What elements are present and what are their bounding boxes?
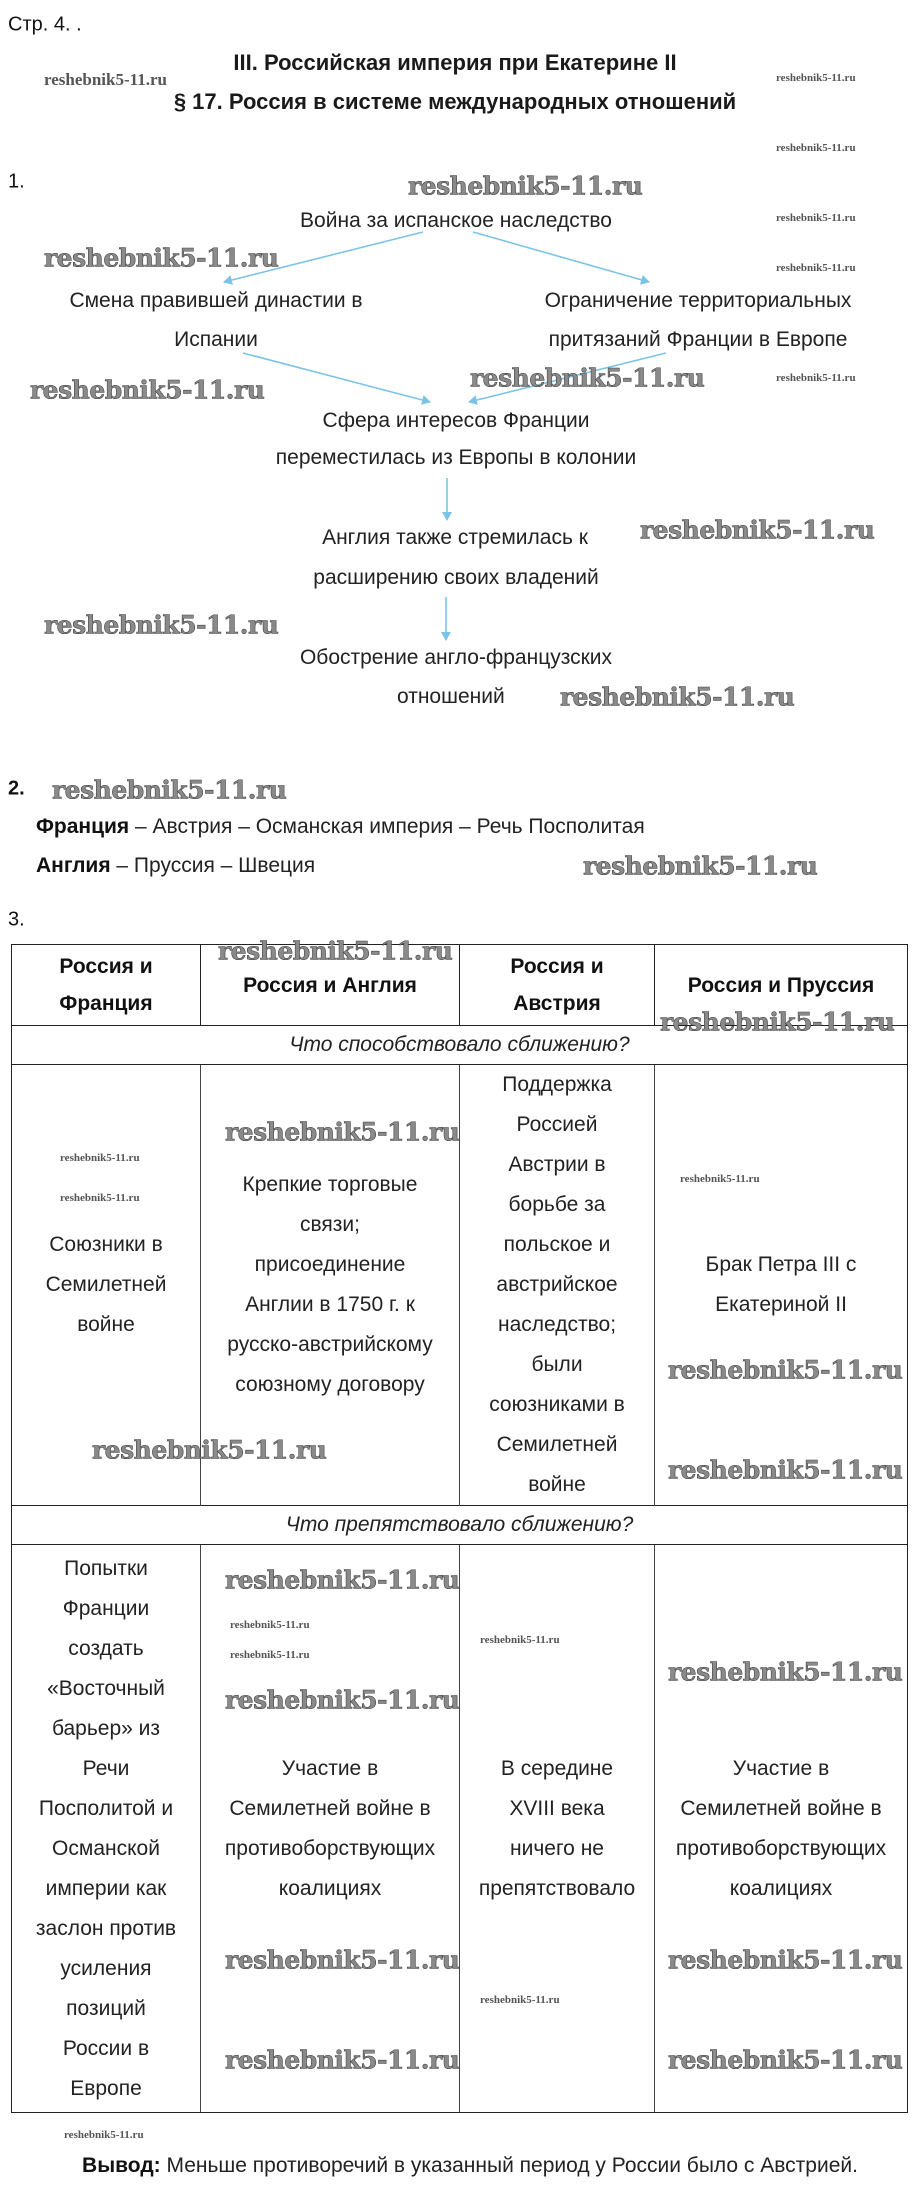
- task-2-number: 2.: [8, 777, 25, 800]
- watermark: reshebnik5-11.ru: [668, 1455, 903, 1485]
- conclusion-text: Меньше противоречий в указанный период у России было с Австрией.: [160, 2154, 858, 2177]
- watermark: reshebnik5-11.ru: [230, 1649, 310, 1661]
- section-row-rapprochement: [12, 1026, 908, 1065]
- comparison-table: [11, 944, 908, 2113]
- header-cell: [460, 945, 655, 1026]
- cell-text-line: Россией: [516, 1113, 598, 1136]
- watermark: reshebnik5-11.ru: [470, 363, 705, 393]
- section-row-obstacles: [12, 1506, 908, 1545]
- alliance-lead: Англия: [36, 854, 111, 877]
- flow-step3-line-1: Обострение англо-французских: [299, 646, 613, 669]
- cell-text-line: борьбе за: [508, 1193, 606, 1216]
- conclusion: [82, 2154, 858, 2178]
- cell-text-line: «Восточный: [47, 1676, 165, 1700]
- watermark: reshebnik5-11.ru: [225, 1117, 460, 1147]
- cell-text-line: Участие в: [281, 1756, 379, 1780]
- task-3-number: 3.: [8, 908, 25, 931]
- watermark: reshebnik5-11.ru: [680, 1173, 760, 1185]
- table-cell: [655, 1545, 908, 2113]
- cell-text-line: войне: [77, 1313, 135, 1336]
- section-title: § 17. Россия в системе международных отношений: [173, 89, 737, 114]
- watermark: reshebnik5-11.ru: [44, 70, 167, 89]
- watermark: reshebnik5-11.ru: [230, 1619, 310, 1631]
- conclusion-label: Вывод:: [82, 2154, 161, 2177]
- alliance-rest: – Пруссия – Швеция: [110, 854, 316, 877]
- flow-left-line-2: Испании: [174, 328, 258, 351]
- cell-text-line: войне: [528, 1473, 586, 1496]
- section-heading: Что препятствовало сближению?: [12, 1506, 908, 1545]
- watermark: reshebnik5-11.ru: [668, 1355, 903, 1385]
- alliance-lead: Франция: [36, 815, 130, 838]
- cell-text-line: усиления: [60, 1956, 152, 1980]
- watermark: reshebnik5-11.ru: [776, 372, 856, 384]
- cell-text-line: польское и: [503, 1233, 611, 1256]
- table-cell: [655, 1065, 908, 1506]
- cell-text-line: барьер» из: [51, 1716, 161, 1740]
- cell-text-line: Семилетней войне в: [680, 1796, 882, 1820]
- cell-text-line: противоборствующих: [675, 1836, 887, 1860]
- watermark: reshebnik5-11.ru: [668, 1945, 903, 1975]
- flow-step2-line-1: Англия также стремилась к: [322, 526, 588, 549]
- cell-text-line: Россия и: [510, 955, 604, 978]
- cell-text-line: Франции: [62, 1596, 150, 1620]
- watermark: reshebnik5-11.ru: [60, 1152, 140, 1164]
- cell-text-line: были: [531, 1353, 583, 1376]
- alliance-rest: – Австрия – Османская империя – Речь Посполитая: [129, 815, 645, 838]
- cell-text-line: Семилетней войне в: [229, 1796, 431, 1820]
- task-1-number: 1.: [8, 170, 25, 193]
- table-row: [12, 1065, 908, 1506]
- section-heading: Что способствовало сближению?: [12, 1026, 908, 1065]
- table-row: [12, 1545, 908, 2113]
- table-cell: [201, 1545, 460, 2113]
- watermark: reshebnik5-11.ru: [225, 1945, 460, 1975]
- table-cell: [12, 1065, 201, 1506]
- cell-text-line: XVIII века: [509, 1796, 605, 1820]
- watermark: reshebnik5-11.ru: [583, 851, 818, 881]
- cell-text-line: коалициях: [278, 1876, 382, 1900]
- watermark: reshebnik5-11.ru: [64, 2129, 144, 2141]
- flow-step3-line-2: отношений: [397, 685, 505, 708]
- watermark: reshebnik5-11.ru: [60, 1192, 140, 1204]
- cell-text-line: Австрия: [513, 992, 601, 1015]
- cell-text-line: союзниками в: [489, 1393, 625, 1416]
- flow-right-line-1: Ограничение территориальных: [544, 289, 852, 312]
- arrow-left-to-merge: [243, 353, 430, 402]
- cell-text-line: Брак Петра III с: [705, 1253, 857, 1276]
- cell-text-line: австрийское: [496, 1273, 618, 1296]
- cell-text-line: связи;: [300, 1213, 360, 1236]
- cell-text-line: Крепкие торговые: [242, 1173, 418, 1196]
- cell-text-line: России в: [62, 2036, 150, 2060]
- cell-text-line: империи как: [45, 1876, 167, 1900]
- table-cell: [201, 1065, 460, 1506]
- cell-text-line: препятствовало: [478, 1876, 636, 1900]
- cell-text-line: В середине: [500, 1756, 614, 1780]
- table-cell: [12, 1545, 201, 2113]
- cell-text-line: Семилетней: [45, 1273, 167, 1296]
- cell-text-line: заслон против: [35, 1916, 177, 1940]
- watermark: reshebnik5-11.ru: [776, 212, 856, 224]
- alliance-line-france: [36, 815, 645, 839]
- cell-text-line: Участие в: [732, 1756, 830, 1780]
- cell-text-line: ничего не: [510, 1836, 604, 1860]
- arrow-right-to-merge: [469, 353, 666, 402]
- watermark: reshebnik5-11.ru: [776, 72, 856, 84]
- cell-text-line: русско-австрийскому: [227, 1333, 433, 1356]
- cell-text-line: Россия и: [59, 955, 153, 978]
- cell-text-line: Россия и Пруссия: [687, 973, 875, 997]
- flow-merge-line-2: переместилась из Европы в колонии: [275, 446, 637, 469]
- watermark: reshebnik5-11.ru: [480, 1994, 560, 2006]
- cell-text-line: присоединение: [254, 1253, 406, 1276]
- watermark: reshebnik5-11.ru: [225, 2045, 460, 2075]
- flow-root: Война за испанское наследство: [300, 209, 612, 232]
- watermark: reshebnik5-11.ru: [640, 515, 875, 545]
- cell-text-line: Поддержка: [502, 1073, 612, 1096]
- watermark: reshebnik5-11.ru: [92, 1435, 327, 1465]
- cell-text-line: Османской: [52, 1836, 160, 1860]
- flow-right-line-2: притязаний Франции в Европе: [548, 328, 848, 351]
- cell-text-line: Посполитой и: [38, 1796, 174, 1820]
- cell-text-line: Попытки: [64, 1556, 148, 1580]
- table-cell: [460, 1065, 655, 1506]
- cell-text-line: создать: [68, 1636, 144, 1660]
- cell-text-line: Речи: [82, 1756, 130, 1780]
- cell-text-line: Австрии в: [508, 1153, 606, 1176]
- cell-text-line: коалициях: [729, 1876, 833, 1900]
- watermark: reshebnik5-11.ru: [480, 1634, 560, 1646]
- watermark: reshebnik5-11.ru: [44, 243, 279, 273]
- table-cell: [460, 1545, 655, 2113]
- header-cell: [12, 945, 201, 1026]
- watermark: reshebnik5-11.ru: [30, 375, 265, 405]
- cell-text-line: Союзники в: [49, 1233, 163, 1256]
- cell-text-line: позиций: [66, 1996, 146, 2020]
- chapter-title: III. Российская империя при Екатерине II: [233, 50, 677, 75]
- watermark: reshebnik5-11.ru: [660, 1007, 895, 1037]
- page-reference: Стр. 4. .: [8, 13, 82, 36]
- flow-merge-line-1: Сфера интересов Франции: [322, 409, 590, 432]
- cell-text-line: Франция: [59, 992, 153, 1015]
- table-header-row: [12, 945, 908, 1026]
- flow-left-line-1: Смена правившей династии в: [69, 289, 363, 312]
- watermark: reshebnik5-11.ru: [52, 775, 287, 805]
- watermark: reshebnik5-11.ru: [668, 2045, 903, 2075]
- watermark: reshebnik5-11.ru: [225, 1565, 460, 1595]
- cell-text-line: Европе: [70, 2076, 142, 2100]
- watermark: reshebnik5-11.ru: [560, 682, 795, 712]
- cell-text-line: наследство;: [497, 1313, 617, 1336]
- watermark: reshebnik5-11.ru: [44, 610, 279, 640]
- cell-text-line: союзному договору: [235, 1373, 425, 1396]
- cell-text-line: противоборствующих: [224, 1836, 436, 1860]
- watermark: reshebnik5-11.ru: [668, 1657, 903, 1687]
- watermark: reshebnik5-11.ru: [218, 936, 453, 966]
- cell-text-line: Англии в 1750 г. к: [245, 1293, 415, 1316]
- cell-text-line: Россия и Англия: [243, 973, 417, 997]
- header-cell: [201, 945, 460, 1026]
- watermark: reshebnik5-11.ru: [776, 142, 856, 154]
- cell-text-line: Семилетней: [496, 1433, 618, 1456]
- cell-text-line: Екатериной II: [715, 1293, 847, 1316]
- watermark: reshebnik5-11.ru: [408, 171, 643, 201]
- watermark: reshebnik5-11.ru: [776, 262, 856, 274]
- alliance-line-england: [36, 854, 315, 878]
- header-cell: [655, 945, 908, 1026]
- watermark: reshebnik5-11.ru: [225, 1685, 460, 1715]
- arrow-root-to-right: [473, 232, 649, 282]
- flow-step2-line-2: расширению своих владений: [313, 566, 599, 589]
- arrow-root-to-left: [224, 232, 423, 282]
